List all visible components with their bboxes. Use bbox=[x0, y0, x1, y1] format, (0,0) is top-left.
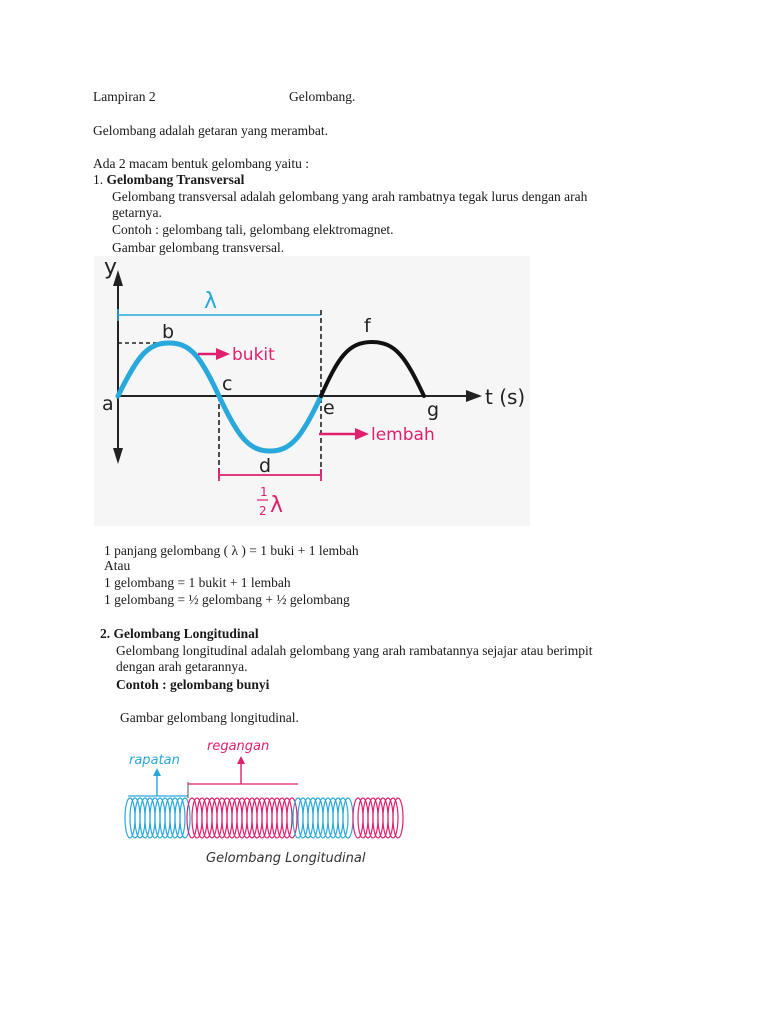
point-f-label: f bbox=[364, 315, 371, 337]
longitudinal-example: Contoh : gelombang bunyi bbox=[116, 677, 270, 692]
longitudinal-def-line1: Gelombang longitudinal adalah gelombang yang arah rambatannya sejajar atau berimpit bbox=[116, 643, 593, 658]
point-c-label: c bbox=[222, 373, 233, 395]
section-2-title: Gelombang Longitudinal bbox=[113, 626, 259, 641]
longitudinal-def-line2: dengan arah getarannya. bbox=[116, 659, 248, 674]
point-a-label: a bbox=[102, 393, 114, 415]
types-intro: Ada 2 macam bentuk gelombang yaitu : bbox=[93, 156, 309, 171]
document-title: Gelombang. bbox=[289, 89, 356, 104]
relation-2: 1 gelombang = 1 bukit + 1 lembah bbox=[104, 575, 291, 590]
section-2-heading bbox=[100, 626, 259, 642]
transversal-def-line2: getarnya. bbox=[112, 205, 162, 220]
regangan-label: regangan bbox=[207, 739, 270, 754]
point-g-label: g bbox=[427, 399, 440, 421]
section-1-heading bbox=[93, 172, 244, 188]
section-1-number: 1. bbox=[93, 172, 104, 187]
transversal-figure-caption: Gambar gelombang transversal. bbox=[112, 240, 285, 255]
section-2-number: 2. bbox=[100, 626, 111, 641]
half-lambda-denominator: 2 bbox=[259, 504, 267, 518]
point-b-label: b bbox=[162, 321, 175, 343]
t-axis-label: t (s) bbox=[485, 385, 526, 409]
point-e-label: e bbox=[323, 397, 335, 419]
longitudinal-wave-figure bbox=[120, 734, 420, 874]
rapatan-label: rapatan bbox=[129, 753, 180, 768]
y-axis-label: y bbox=[104, 256, 118, 280]
spring-coils bbox=[125, 798, 403, 838]
longitudinal-figure-label: Gelombang Longitudinal bbox=[206, 851, 366, 866]
transversal-example: Contoh : gelombang tali, gelombang elektromagnet. bbox=[112, 222, 394, 237]
relation-1: 1 panjang gelombang ( λ ) = 1 buki + 1 lembah bbox=[104, 543, 359, 558]
intro-text: Gelombang adalah getaran yang merambat. bbox=[93, 123, 329, 138]
relation-3: 1 gelombang = ½ gelombang + ½ gelombang bbox=[104, 592, 350, 607]
regangan-arrow-icon bbox=[237, 756, 245, 764]
figure-background bbox=[94, 256, 530, 526]
header-left: Lampiran 2 bbox=[93, 89, 156, 104]
relation-atau: Atau bbox=[104, 558, 131, 573]
lembah-label: lembah bbox=[371, 425, 435, 445]
half-lambda-numerator: 1 bbox=[260, 485, 268, 499]
rapatan-arrow-icon bbox=[153, 768, 161, 776]
longitudinal-figure-caption: Gambar gelombang longitudinal. bbox=[120, 710, 299, 725]
half-lambda-symbol: λ bbox=[270, 493, 284, 518]
lambda-label: λ bbox=[204, 289, 218, 314]
transverse-wave-figure bbox=[94, 256, 530, 526]
transversal-def-line1: Gelombang transversal adalah gelombang yang arah rambatnya tegak lurus dengan arah bbox=[112, 189, 588, 204]
point-d-label: d bbox=[259, 455, 272, 477]
bukit-label: bukit bbox=[232, 345, 275, 365]
section-1-title: Gelombang Transversal bbox=[106, 172, 245, 187]
